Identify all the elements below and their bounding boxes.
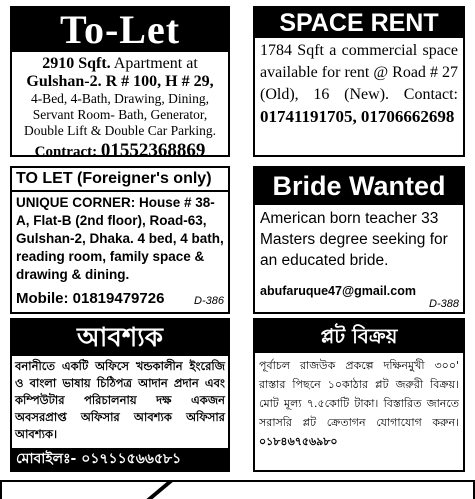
to-let-banner: To-Let: [12, 8, 228, 52]
office-wanted-ad: [10, 318, 230, 472]
space-rent-text: 1784 Sqft a commercial space available for rent @ Road # 27 (Old), 16 (New). Contact:: [260, 42, 458, 103]
foreigner-code: D-386: [194, 295, 224, 307]
plot-banner: প্লট বিক্রয়: [255, 320, 463, 353]
space-rent-phone1: 01741191705,: [260, 107, 357, 126]
office-text: বনানীতে একটি অফিসে খন্ডকালীন ইংরেজি ও বাংলা ভাষায় চিঠিপত্র আদান প্রদান এবং কম্পিউটার পরিচালনায় দক্ষ একজন অবসরপ্রাপ্ত অফিসার আবশ্যক অফিসার আবশ্যক।: [15, 359, 225, 441]
to-let-ad: [10, 6, 230, 157]
bride-banner: Bride Wanted: [255, 168, 463, 205]
to-let-contact: Contract: 01552368869: [34, 140, 206, 157]
bride-email: abufaruque47@gmail.com: [260, 284, 416, 298]
space-rent-banner: SPACE RENT: [255, 8, 463, 38]
foreigner-to-let-ad: [10, 166, 230, 314]
plot-phone: ০১৮৪৬৭৫৬৯৮০: [259, 435, 338, 448]
foreigner-mobile: Mobile: 01819479726: [16, 290, 165, 307]
decorative-stroke: [119, 480, 175, 499]
bottom-partial-ad: [0, 480, 475, 499]
space-rent-body: [255, 38, 463, 129]
office-mobile: মোবাইলঃ- ০১৭১১৫৬৬৫৮১: [12, 448, 228, 470]
space-rent-ad: [253, 6, 465, 157]
bride-code: D-388: [429, 298, 459, 310]
bride-wanted-ad: [253, 166, 465, 314]
plot-text: পূর্বাচল রাজউক প্রকল্পে দক্ষিনমুখী ৩০০' রাস্তার পিছনে ১০কাঠার প্লট জরুরী বিক্রয়। মোট মূল্য ৭.৫কোটি টাকা। বিস্তারিত জানতে সরাসরি প্লট ক্রেতাগন যোগাযোগ করুন।: [259, 359, 459, 429]
to-let-line3: 4-Bed, 4-Bath, Drawing, Dining,: [30, 91, 210, 106]
to-let-line1: 2910 Sqft. Apartment at: [42, 55, 198, 72]
bride-text: American born teacher 33 Masters degree seeking for an educated bride.: [260, 210, 448, 269]
office-banner: আবশ্যক: [12, 320, 228, 356]
space-rent-phone2: 01706662698: [360, 107, 455, 126]
plot-body: [255, 353, 463, 451]
foreigner-title: TO LET (Foreigner's only): [12, 168, 228, 192]
to-let-line4: Servant Room- Bath, Generator,: [32, 107, 208, 122]
to-let-line2: Gulshan-2. R # 100, H # 29,: [26, 73, 214, 90]
foreigner-text: UNIQUE CORNER: House # 38-A, Flat-B (2nd floor), Road-63, Gulshan-2, Dhaka. 4 bed, 4 bath, reading room, family space & drawing & dining.: [16, 195, 224, 282]
to-let-line5: Double Lift & Double Car Parking.: [24, 123, 216, 138]
plot-sale-ad: [253, 318, 465, 472]
